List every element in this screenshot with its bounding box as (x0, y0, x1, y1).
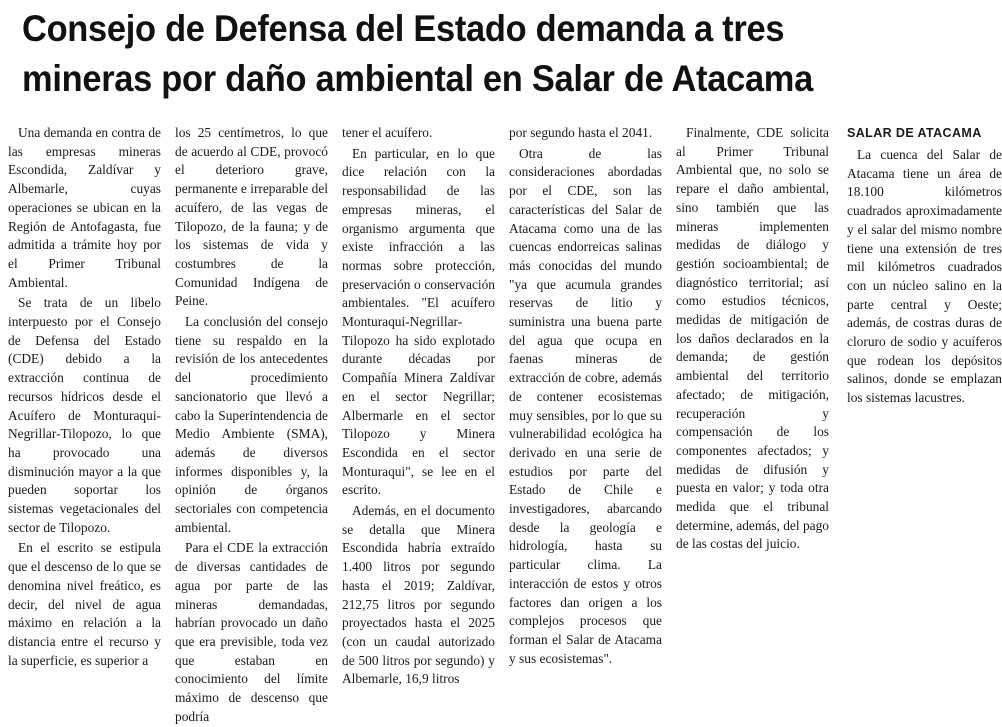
paragraph: En el escrito se estipula que el descenso de lo que se denomina nivel freático, es decir, del nivel de agua máximo en relación a la distancia entre el recurso y la superficie, es superior a (8, 540, 161, 668)
paragraph: Se trata de un libelo interpuesto por el Consejo de Defensa del Estado (CDE) debido a la extracción continua de recursos hídricos desde el Acuífero de Monturaqui-Negrillar-Tilopozo, lo que ha provocado una disminución mayor a la que pueden soportar los sistemas vegetacionales del sector de Tilopozo. (8, 295, 161, 535)
paragraph: tener el acuífero. (342, 125, 433, 140)
sidebar-box (843, 124, 1002, 636)
paragraph: por segundo hasta el 2041. (509, 125, 653, 140)
paragraph: Una demanda en contra de las empresas mineras Escondida, Zaldívar y Albemarle, cuyas operaciones se ubican en la Región de Antofagasta, fue admitida a trámite hoy por el Primer Tribunal Ambiental. (8, 125, 161, 290)
paragraph: La conclusión del consejo tiene su respaldo en la revisión de los antecedentes del procedimiento sancionatorio que llevó a cabo la Superintendencia de Medio Ambiente (SMA), además de diversos informes disponibles y, la opinión de órganos sectoriales con competencia ambiental. (175, 314, 328, 535)
paragraph: Para el CDE la extracción de diversas cantidades de agua por parte de las mineras demandadas, habrían provocado un daño que era previsible, toda vez que estaban en conocimiento del límite máximo de descenso que podría (175, 540, 328, 724)
paragraph: Otra de las consideraciones abordadas por el CDE, son las características del Salar de Atacama como una de las cuencas endorreicas salinas más conocidas del mundo "ya que acumula grandes reservas de litio y suministra una buena parte del agua que ocupa en faenas mineras de extracción de cobre, además de contener ecosistemas muy sensibles, por lo que su vulnerabilidad ecológica ha derivado en una serie de estudios por parte del Estado de Chile e investigadores, abarcando desde la geología e hidrología, hasta su particular clima. La interacción de estos y otros factores dan origen a los complejos procesos que forman el Salar de Atacama y sus ecosistemas". (509, 145, 662, 666)
paragraph: Finalmente, CDE solicita al Primer Tribunal Ambiental que, no solo se repare el daño ambiental, sino también que las mineras implementen medidas de diálogo y gestión socioambiental; de diagnóstico territorial; así como estudios técnicos, medidas de mitigación de los daños declarados en la demanda; de gestión ambiental del territorio afectado; de mitigación, recuperación y compensación de los componentes afectados; y medidas de difusión y puesta en valor; y toda otra medida que el tribunal determine, además, del pago de las costas del juicio. (676, 125, 829, 552)
sidebar-title: SALAR DE ATACAMA (847, 126, 982, 140)
column-2 (175, 124, 328, 724)
article-columns (8, 124, 1002, 724)
paragraph: En particular, en lo que dice relación con la responsabilidad de las empresas mineras, el organismo argumenta que existe infracción a las normas sobre protección, preservación o conservación ambientales. "El acuífero Monturaqui-Negrillar-Tilopozo ha sido explotado durante décadas por Compañía Minera Zaldívar en el sector Negrillar; Albermarle en el sector Tilopozo y Minera Escondida en el sector Monturaqui", se lee en el escrito. (342, 145, 495, 498)
paragraph: Además, en el documento se detalla que Minera Escondida habría extraído 1.400 litros por segundo hasta el 2019; Zaldívar, 212,75 litros por segundo proyectados hasta el 2025 (con un caudal autorizado de 500 litros por segundo) y Albemarle, 16,9 litros (342, 503, 495, 687)
column-3 (342, 124, 495, 687)
headline: Consejo de Defensa del Estado demanda a tres mineras por daño ambiental en Salar de Atacama (22, 8, 813, 99)
column-1 (8, 124, 161, 668)
column-5 (676, 124, 829, 636)
paragraph: los 25 centímetros, lo que de acuerdo al CDE, provocó el deterioro grave, permanente e irreparable del acuífero, de las vegas de Tilopozo, de la fauna; y de los sistemas de vida y costumbres de la Comunidad Indígena de Peine. (175, 125, 328, 309)
column-4 (509, 124, 662, 666)
sidebar-body: La cuenca del Salar de Atacama tiene un área de 18.100 kilómetros cuadrados aproximadamente y el salar del mismo nombre tiene una extensión de tres mil kilómetros cuadrados con un núcleo salino en la parte central y Oeste; además, de costras duras de cloruro de sodio y acuíferos que rodean los depósitos salinos, donde se emplazan los sistemas lacustres. (847, 147, 1002, 406)
